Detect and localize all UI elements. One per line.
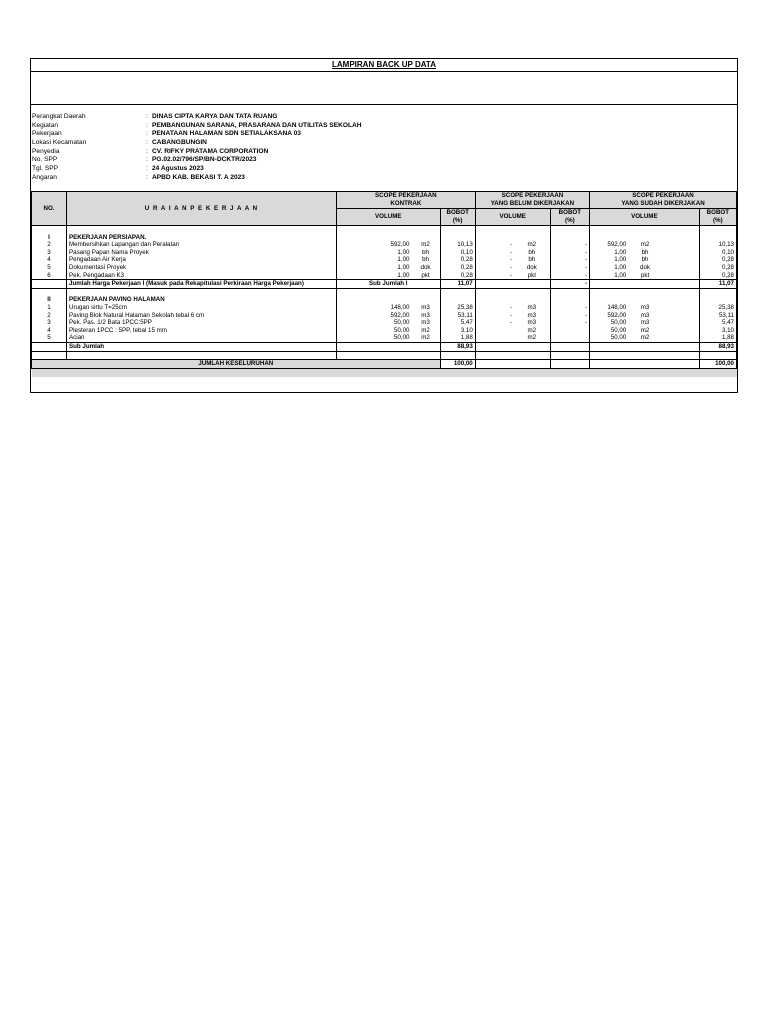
cell — [662, 334, 699, 342]
sudah-unit: bh — [641, 256, 649, 264]
cell — [662, 272, 699, 280]
table-row — [32, 304, 737, 312]
cell — [32, 226, 67, 234]
item-no: 6 — [32, 272, 67, 280]
sudah-bobot: 10,13 — [699, 241, 736, 249]
belum-volume: - — [509, 319, 512, 327]
grand-total-sudah: 100,00 — [699, 360, 736, 369]
cell — [590, 342, 629, 351]
item-desc: Plesteran 1PCC : 5PP, tebal 15 mm — [67, 327, 337, 335]
belum-unit: m3 — [514, 312, 550, 320]
sudah-volume: 50,00 — [610, 319, 627, 327]
belum-bobot: - — [550, 249, 589, 257]
header-scope-kontrak — [336, 192, 475, 209]
section-no: II — [32, 296, 67, 304]
subtotal-belum: - — [550, 280, 589, 289]
sudah-bobot: 0,28 — [699, 272, 736, 280]
belum-unit: m3 — [514, 304, 550, 312]
header-bobot-sudah — [699, 209, 736, 226]
cell — [699, 226, 736, 234]
header-volume-belum: VOLUME — [475, 209, 550, 226]
cell — [662, 351, 699, 360]
cell — [514, 342, 550, 351]
cell — [628, 296, 661, 304]
subtotal-sudah: 88,93 — [699, 342, 736, 351]
belum-volume: - — [509, 241, 512, 249]
item-desc: Pek. Pengadaan K3 — [67, 272, 337, 280]
cell — [662, 296, 699, 304]
info-label: Penyedia — [32, 147, 60, 155]
cell — [628, 342, 661, 351]
section-title: PEKERJAAN PERSIAPAN. — [67, 234, 337, 242]
header-volume-kontrak: VOLUME — [336, 209, 440, 226]
cell — [514, 296, 550, 304]
cell — [699, 234, 736, 242]
cell — [411, 351, 440, 360]
sudah-volume: 50,00 — [590, 334, 629, 342]
sudah-unit: bh — [641, 248, 649, 256]
sudah-unit: m2 — [640, 241, 650, 249]
belum-volume: - — [475, 272, 514, 280]
spacer-row — [32, 288, 737, 296]
item-no: 5 — [32, 334, 67, 342]
info-colon: : — [146, 173, 148, 181]
footer-band — [32, 368, 737, 377]
kontrak-unit: pkt — [411, 272, 440, 280]
cell — [336, 288, 411, 296]
kontrak-bobot: 10,13 — [440, 241, 475, 249]
kontrak-unit: m3 — [411, 312, 440, 320]
belum-volume — [475, 327, 514, 335]
subtotal-label: Sub Jumlah I — [336, 280, 440, 289]
cell — [662, 327, 699, 335]
kontrak-bobot: 1,88 — [440, 334, 475, 342]
cell — [475, 342, 514, 351]
cell — [514, 360, 550, 369]
info-value: CABANGBUNGIN — [152, 139, 207, 147]
belum-unit: pkt — [514, 272, 550, 280]
belum-unit: m2 — [514, 241, 550, 249]
kontrak-unit: m3 — [411, 319, 440, 327]
kontrak-volume: 50,00 — [336, 334, 411, 342]
header-no: NO. — [32, 192, 67, 226]
kontrak-unit: m3 — [411, 304, 440, 312]
cell — [628, 234, 661, 242]
kontrak-bobot: 0,10 — [440, 249, 475, 257]
cell — [662, 319, 699, 327]
cell — [628, 360, 661, 369]
sudah-unit: m3 — [640, 311, 650, 319]
header-scope-sudah — [590, 192, 737, 209]
sudah-bobot: 1,88 — [699, 334, 736, 342]
kontrak-bobot: 0,28 — [440, 264, 475, 272]
cell — [32, 288, 67, 296]
cell — [67, 351, 337, 360]
belum-bobot — [550, 327, 589, 335]
cell — [440, 234, 475, 242]
kontrak-unit: bh — [411, 249, 440, 257]
item-no: 5 — [32, 264, 67, 272]
kontrak-bobot: 5,47 — [440, 319, 475, 327]
belum-unit: m2 — [514, 334, 550, 342]
cell — [411, 342, 440, 351]
header-bobot-line1: BOBOT — [558, 209, 581, 216]
info-colon: : — [146, 147, 148, 155]
info-label: Lokasi Kecamatan — [32, 139, 87, 147]
kontrak-volume: 1,00 — [397, 256, 410, 264]
table-row — [32, 334, 737, 342]
belum-bobot: - — [550, 264, 589, 272]
item-no: 4 — [32, 256, 67, 264]
header-bobot-line2: (%) — [565, 217, 575, 224]
cell — [336, 226, 411, 234]
cell — [699, 296, 736, 304]
section-title: PEKERJAAN PAVING HALAMAN — [67, 296, 337, 304]
belum-bobot: - — [550, 319, 589, 327]
cell — [550, 234, 589, 242]
subtotal-row — [32, 280, 737, 289]
sudah-bobot: 3,10 — [699, 327, 736, 335]
cell — [550, 296, 589, 304]
belum-volume — [475, 334, 514, 342]
subtotal-desc: Sub Jumlah — [67, 342, 337, 351]
info-colon: : — [146, 156, 148, 164]
header-scope-belum — [475, 192, 589, 209]
sudah-volume: 1,00 — [614, 248, 627, 256]
blank-header-band — [31, 71, 737, 105]
table-row — [32, 272, 737, 280]
sudah-bobot: 53,11 — [699, 312, 736, 320]
kontrak-volume: 1,00 — [336, 272, 411, 280]
sudah-unit: dok — [640, 264, 651, 272]
cell — [662, 264, 699, 272]
document-title: LAMPIRAN BACK UP DATA — [332, 60, 436, 69]
belum-volume: - — [509, 256, 512, 264]
section-row — [32, 296, 737, 304]
sudah-unit: pkt — [628, 272, 661, 280]
kontrak-bobot: 53,11 — [440, 312, 475, 320]
info-label: Pekerjaan — [32, 130, 62, 138]
sudah-unit: m2 — [640, 326, 650, 334]
cell — [475, 226, 514, 234]
sudah-volume: 1,00 — [614, 256, 627, 264]
cell — [514, 234, 550, 242]
header-bobot-line2: (%) — [452, 217, 463, 224]
cell — [628, 288, 661, 296]
info-value: DINAS CIPTA KARYA DAN TATA RUANG — [152, 113, 278, 120]
belum-bobot — [550, 334, 589, 342]
cell — [514, 280, 550, 289]
cell — [440, 226, 475, 234]
cell — [550, 288, 589, 296]
cell — [662, 241, 699, 249]
table-row — [32, 256, 737, 264]
subtotal-kontrak: 88,93 — [440, 342, 475, 351]
header-row-1 — [32, 192, 737, 209]
cell — [590, 234, 629, 242]
cell — [699, 351, 736, 360]
belum-volume: - — [509, 248, 512, 256]
table-row — [32, 319, 737, 327]
cell — [336, 342, 411, 351]
kontrak-volume: 592,00 — [390, 311, 410, 319]
belum-unit: bh — [514, 249, 550, 257]
item-desc: Paving Blok Natural Halaman Sekolah tebal 6 cm — [67, 312, 337, 320]
spacer-row — [32, 226, 737, 234]
kontrak-volume: 148,00 — [390, 304, 410, 312]
kontrak-bobot: 0,28 — [440, 256, 475, 264]
cell — [550, 342, 589, 351]
info-value: PG.02.02/796/SP/BN-DCKTR/2023 — [152, 156, 257, 164]
grand-total-label: JUMLAH KESELURUHAN — [32, 360, 441, 369]
header-scope-kontrak-line2: KONTRAK — [390, 200, 422, 207]
cell — [590, 288, 629, 296]
info-value: PENATAAN HALAMAN SDN SETIALAKSANA 03 — [152, 130, 301, 138]
header-bobot-kontrak — [440, 209, 475, 226]
sudah-volume: 592,00 — [607, 241, 627, 249]
info-label: No. SPP — [32, 156, 58, 164]
belum-unit: m2 — [514, 327, 550, 335]
cell — [662, 256, 699, 264]
cell — [475, 360, 514, 369]
belum-volume: - — [509, 304, 512, 312]
belum-bobot: - — [550, 272, 589, 280]
cell — [475, 280, 514, 289]
kontrak-volume: 50,00 — [393, 319, 410, 327]
item-desc: Acian — [67, 334, 337, 342]
cell — [336, 234, 411, 242]
cell — [440, 288, 475, 296]
kontrak-bobot: 0,28 — [440, 272, 475, 280]
sudah-volume: 1,00 — [614, 264, 627, 272]
sudah-bobot: 0,28 — [699, 256, 736, 264]
spacer-row — [32, 351, 737, 360]
sudah-volume: 148,00 — [607, 304, 627, 312]
footer-band-row — [32, 368, 737, 377]
cell — [550, 351, 589, 360]
kontrak-bobot: 3,10 — [440, 327, 475, 335]
info-colon: : — [146, 130, 148, 138]
spreadsheet-sheet — [30, 58, 738, 393]
info-value: APBD KAB. BEKASI T. A 2023 — [152, 173, 245, 181]
cell — [662, 304, 699, 312]
belum-bobot: - — [550, 312, 589, 320]
belum-volume: - — [509, 264, 512, 272]
grand-total-kontrak: 100,00 — [440, 360, 475, 369]
sudah-bobot: 25,38 — [699, 304, 736, 312]
cell — [475, 234, 514, 242]
info-colon: : — [146, 165, 148, 173]
cell — [590, 351, 629, 360]
cell — [411, 234, 440, 242]
cell — [411, 296, 440, 304]
sudah-unit: m2 — [628, 334, 661, 342]
item-no: 1 — [32, 304, 67, 312]
kontrak-unit: bh — [411, 256, 440, 264]
table-row — [32, 327, 737, 335]
item-no: 2 — [32, 241, 67, 249]
kontrak-unit: dok — [411, 264, 440, 272]
cell — [590, 226, 629, 234]
info-label: Kegiatan — [32, 121, 59, 129]
table-row — [32, 264, 737, 272]
kontrak-volume: 1,00 — [397, 248, 410, 256]
cell — [411, 288, 440, 296]
belum-bobot: - — [550, 241, 589, 249]
info-colon: : — [146, 113, 148, 120]
sudah-bobot: 5,47 — [699, 319, 736, 327]
item-desc: Pengadaan Air Kerja — [67, 256, 337, 264]
header-scope-belum-line2: YANG BELUM DIKERJAKAN — [490, 200, 575, 207]
kontrak-unit: m2 — [411, 334, 440, 342]
belum-bobot: - — [550, 256, 589, 264]
sudah-volume: 50,00 — [610, 326, 627, 334]
header-scope-kontrak-line1: SCOPE PEKERJAAN — [375, 192, 437, 199]
table-row — [32, 312, 737, 320]
header-scope-sudah-line1: SCOPE PEKERJAAN — [632, 192, 694, 199]
info-value: 24 Agustus 2023 — [152, 165, 204, 173]
header-bobot-line2: (%) — [713, 217, 723, 224]
header-bobot-line1: BOBOT — [706, 209, 729, 216]
subtotal-desc: Jumlah Harga Pekerjaan I (Masuk pada Rekapitulasi Perkiraan Harga Pekerjaan) — [67, 280, 337, 289]
belum-volume: - — [509, 311, 512, 319]
cell — [662, 342, 699, 351]
info-colon: : — [146, 121, 148, 129]
subtotal-row — [32, 342, 737, 351]
item-desc: Dokumentasi Proyek — [67, 264, 337, 272]
cell — [67, 226, 337, 234]
grand-total-row — [32, 360, 737, 369]
cell — [32, 342, 67, 351]
table-row — [32, 249, 737, 257]
cell — [662, 288, 699, 296]
cell — [662, 249, 699, 257]
belum-unit: m3 — [514, 319, 550, 327]
kontrak-unit: m2 — [411, 327, 440, 335]
sudah-volume: 1,00 — [590, 272, 629, 280]
cell — [475, 351, 514, 360]
cell — [590, 296, 629, 304]
section-no: I — [32, 234, 67, 242]
belum-unit: bh — [514, 256, 550, 264]
info-value: CV. RIFKY PRATAMA CORPORATION — [152, 147, 269, 155]
header-scope-belum-line1: SCOPE PEKERJAAN — [501, 192, 564, 199]
cell — [411, 226, 440, 234]
sudah-bobot: 0,10 — [699, 249, 736, 257]
info-value: PEMBANGUNAN SARANA, PRASARANA DAN UTILITAS SEKOLAH — [152, 121, 362, 129]
header-uraian: U R A I A N P E K E R J A A N — [67, 192, 337, 226]
table-row — [32, 241, 737, 249]
cell — [475, 288, 514, 296]
sudah-bobot: 0,28 — [699, 264, 736, 272]
header-scope-sudah-line2: YANG SUDAH DIKERJAKAN — [621, 200, 705, 207]
header-bobot-belum — [550, 209, 589, 226]
cell — [590, 280, 629, 289]
kontrak-bobot: 25,38 — [440, 304, 475, 312]
item-no: 3 — [32, 319, 67, 327]
kontrak-volume: 592,00 — [390, 241, 410, 249]
section-row — [32, 234, 737, 242]
item-desc: Urugan sirtu T=25cm — [67, 304, 337, 312]
cell — [628, 226, 661, 234]
cell — [550, 226, 589, 234]
cell — [662, 360, 699, 369]
kontrak-volume: 1,00 — [397, 264, 410, 272]
cell — [475, 296, 514, 304]
subtotal-sudah: 11,07 — [699, 280, 736, 289]
item-no: 2 — [32, 312, 67, 320]
cell — [590, 360, 629, 369]
cell — [514, 226, 550, 234]
cell — [662, 234, 699, 242]
cell — [440, 296, 475, 304]
cell — [662, 280, 699, 289]
cell — [336, 351, 411, 360]
cell — [32, 351, 67, 360]
item-desc: Pasang Papan Nama Proyek — [67, 249, 337, 257]
info-label: Angaran — [32, 173, 57, 181]
sudah-volume: 592,00 — [607, 311, 627, 319]
cell — [32, 280, 67, 289]
belum-unit: dok — [514, 264, 550, 272]
cell — [336, 296, 411, 304]
cell — [514, 351, 550, 360]
sudah-unit: m3 — [640, 319, 650, 327]
sudah-unit: m3 — [640, 304, 650, 312]
cell — [628, 351, 661, 360]
kontrak-unit: m2 — [411, 241, 440, 249]
cell — [514, 288, 550, 296]
item-desc: Pek. Pas. 1/2 Bata 1PCC:5PP — [67, 319, 337, 327]
cell — [699, 288, 736, 296]
info-colon: : — [146, 139, 148, 147]
cell — [550, 360, 589, 369]
cell — [662, 312, 699, 320]
item-no: 3 — [32, 249, 67, 257]
cell — [440, 351, 475, 360]
item-no: 4 — [32, 327, 67, 335]
info-label: Perangkat Daerah — [32, 113, 86, 120]
cell — [67, 288, 337, 296]
item-desc: Membersihkan Lapangan dan Peralatan — [67, 241, 337, 249]
kontrak-volume: 50,00 — [393, 326, 410, 334]
info-label: Tgl. SPP — [32, 165, 59, 173]
belum-bobot: - — [550, 304, 589, 312]
cell — [662, 226, 699, 234]
header-volume-sudah: VOLUME — [590, 209, 700, 226]
cell — [628, 280, 661, 289]
subtotal-kontrak: 11,07 — [440, 280, 475, 289]
work-items-table — [31, 191, 737, 377]
header-bobot-line1: BOBOT — [446, 209, 469, 216]
